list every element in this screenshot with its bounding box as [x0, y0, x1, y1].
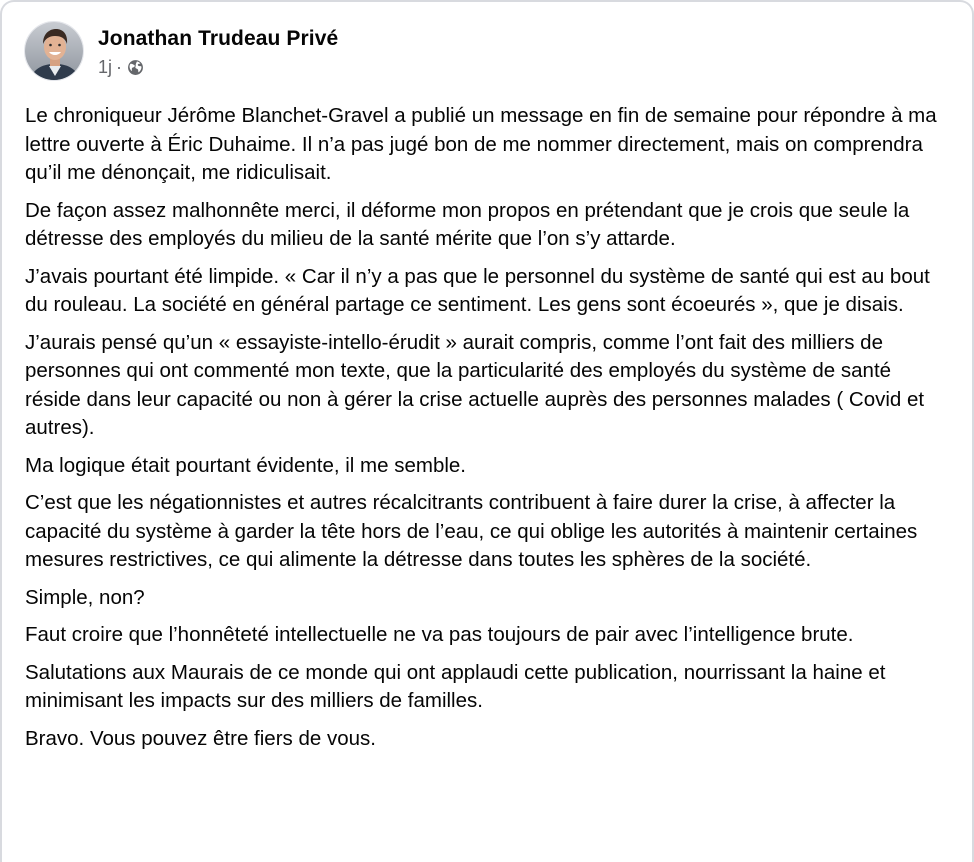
author-block — [98, 26, 338, 78]
author-name[interactable]: Jonathan Trudeau Privé — [98, 27, 339, 50]
post-paragraph: C’est que les négationnistes et autres récalcitrants contribuent à faire durer la crise, à affecter la capacité du système à garder la tête hors de l’eau, ce qui oblige les autorités à maintenir certaines mesures restrictives, ce qui alimente la détresse dans toutes les sphères de la société. — [25, 491, 918, 571]
post-paragraph: Bravo. Vous pouvez être fiers de vous. — [25, 726, 376, 750]
post-paragraph: Ma logique était pourtant évidente, il me semble. — [25, 453, 467, 477]
post-paragraph: De façon assez malhonnête merci, il déforme mon propos en prétendant que je crois que seule la détresse des employés du milieu de la santé mérite que l’on s’y attarde. — [25, 198, 910, 250]
post-paragraph: J’avais pourtant été limpide. « Car il n’y a pas que le personnel du système de santé qui est au bout du rouleau. La société en général partage ce sentiment. Les gens sont écoeurés », que je disais. — [25, 264, 930, 316]
post-paragraph: Faut croire que l’honnêteté intellectuelle ne va pas toujours de pair avec l’intelligence brute. — [25, 623, 854, 646]
post-paragraph: Simple, non? — [25, 585, 145, 609]
post-timestamp[interactable]: 1j — [98, 57, 113, 77]
post-body — [25, 102, 950, 762]
post-header — [24, 21, 338, 81]
avatar-photo — [25, 22, 84, 81]
meta-separator: · — [116, 57, 123, 77]
post-paragraph: J’aurais pensé qu’un « essayiste-intello-érudit » aurait compris, comme l’ont fait des milliers de personnes qui ont commenté mon texte, que la particularité des employés du système de santé réside dans leur capacité ou non à gérer la crise actuelle auprès des personnes malades ( Covid et autres). — [25, 330, 925, 439]
post-paragraph: Le chroniqueur Jérôme Blanchet-Gravel a publié un message en fin de semaine pour répondre à ma lettre ouverte à Éric Duhaime. Il n’a pas jugé bon de me nommer directement, mais on comprendra qu’il me dénonçait, me ridiculisait. — [25, 104, 937, 184]
post-paragraph: Salutations aux Maurais de ce monde qui ont applaudi cette publication, nourrissant la haine et minimisant les impacts sur des milliers de familles. — [25, 660, 886, 712]
globe-icon[interactable] — [127, 59, 144, 76]
post-meta — [98, 56, 338, 78]
avatar[interactable] — [24, 21, 84, 81]
